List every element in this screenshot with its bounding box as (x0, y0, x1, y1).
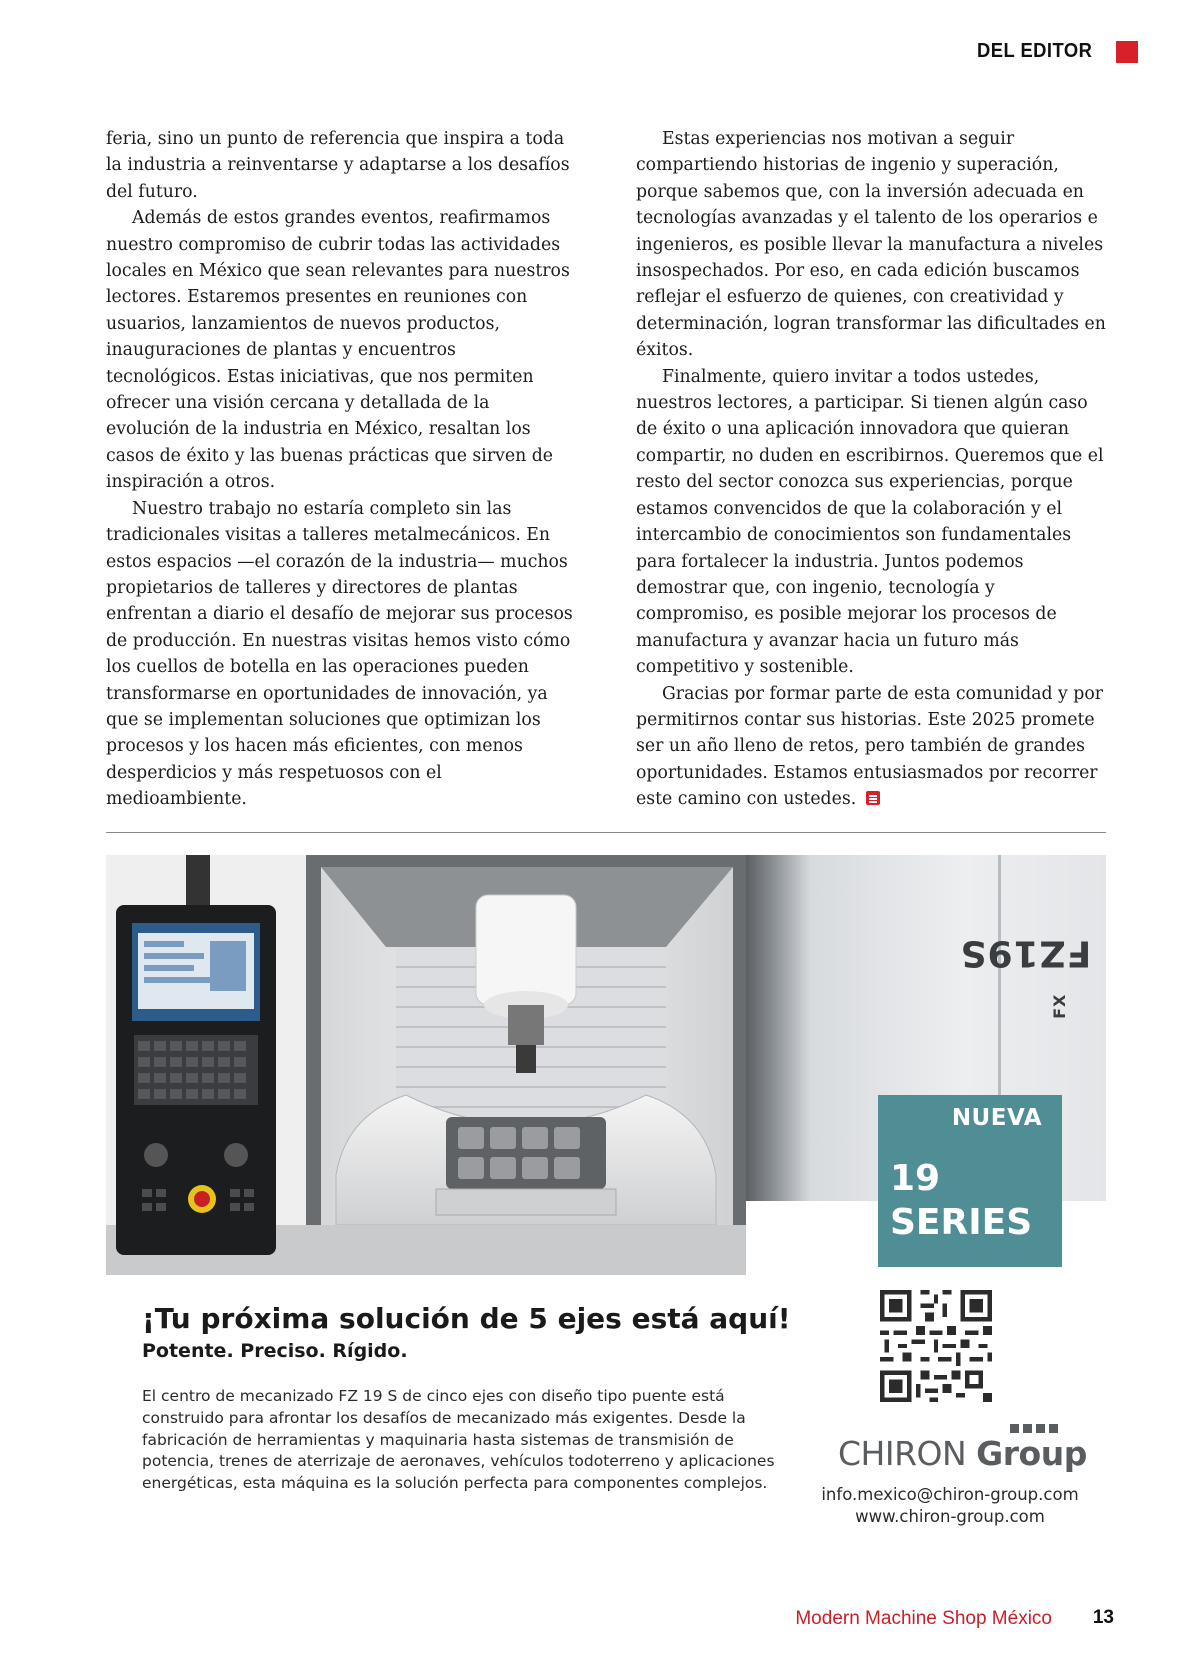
article-paragraph-last (636, 681, 1106, 813)
ad-subheadline: Potente. Preciso. Rígido. (142, 1340, 408, 1362)
section-marker-icon (1116, 41, 1138, 63)
ad-headline: ¡Tu próxima solución de 5 ejes está aquí! (142, 1302, 791, 1335)
contact-website[interactable]: www.chiron-group.com (855, 1507, 1045, 1526)
article-column-left (106, 126, 576, 813)
qr-code-icon[interactable] (880, 1290, 992, 1402)
section-header (967, 40, 1138, 63)
article-body (106, 126, 1106, 813)
article-paragraph: feria, sino un punto de referencia que inspira a toda la industria a reinventarse y adaptarse a los desafíos del futuro. (106, 129, 570, 202)
footer-publication: Modern Machine Shop México (795, 1608, 1052, 1629)
machine-model-text: FZ19S $^{FX}$ (959, 932, 1092, 1019)
machine-model-label (959, 873, 1092, 1033)
chiron-group-logo (838, 1424, 1087, 1474)
badge-new-label: NUEVA (951, 1105, 1042, 1131)
ad-body-text: El centro de mecanizado FZ 19 S de cinco ejes con diseño tipo puente está construido para afrontar los desafíos de mecanizado más exigentes. Desde la fabricación de herramientas y maquinaria hasta sistemas de transmisión de potencia, trenes de aterrizaje de aeronaves, vehículos todoterreno y aplicaciones energéticas, esta máquina es la solución perfecta para componentes complejos. (142, 1387, 775, 1493)
contact-email[interactable]: info.mexico@chiron-group.com (821, 1485, 1079, 1504)
end-of-article-icon (866, 791, 880, 805)
machine-photo (106, 855, 746, 1275)
article-paragraph-text: Gracias por formar parte de esta comunidad y por permitirnos contar sus historias. Este 2025 promete ser un año lleno de retos, pero también de grandes oportunidades. Estamos entusiasmados por recorrer este camino con ustedes. (636, 683, 1104, 810)
badge-series-label: 19 SERIES (890, 1158, 1033, 1243)
article-paragraph: Nuestro trabajo no estaría completo sin las tradicionales visitas a talleres metalmecánicos. En estos espacios —el corazón de la industria— muchos propietarios de talleres y directores de plantas enfrentan a diario el desafío de mejorar sus procesos de producción. En nuestras visitas hemos visto cómo los cuellos de botella en las operaciones pueden transformarse en oportunidades de innovación, ya que se implementan soluciones que optimizan los procesos y los hacen más eficientes, con menos desperdicios y más respetuosos con el medioambiente. (106, 498, 573, 810)
section-title: DEL EDITOR (976, 40, 1092, 62)
new-series-badge (878, 1095, 1062, 1267)
article-paragraph: Además de estos grandes eventos, reafirmamos nuestro compromiso de cubrir todas las actividades locales en México que sean relevantes para nuestros lectores. Estaremos presentes en reuniones con usuarios, lanzamientos de nuevos productos, inauguraciones de plantas y encuentros tecnológicos. Estas iniciativas, que nos permiten ofrecer una visión cercana y detallada de la evolución de la industria en México, resaltan los casos de éxito y las buenas prácticas que sirven de inspiración a otros. (106, 208, 570, 493)
article-column-right (636, 126, 1106, 813)
article-paragraph: Estas experiencias nos motivan a seguir compartiendo historias de ingenio y superación, porque sabemos que, con la inversión adecuada en tecnologías avanzadas y el talento de los operarios e ingenieros, es posible llevar la manufactura a niveles insospechados. Por eso, en cada edición buscamos reflejar el esfuerzo de quienes, con creatividad y determinación, logran transformar las dificultades en éxitos. (636, 129, 1106, 361)
ad-contact (800, 1484, 1100, 1528)
logo-wordmark: CHIRON Group (838, 1434, 1087, 1473)
logo-squares-icon (1010, 1424, 1058, 1433)
article-paragraph: Finalmente, quiero invitar a todos ustedes, nuestros lectores, a participar. Si tienen algún caso de éxito o una aplicación innovadora que quieran compartir, no duden en escribirnos. Queremos que el resto del sector conozca sus experiencias, porque estamos convencidos de que la colaboración y el intercambio de conocimientos son fundamentales para fortalecer la industria. Juntos podemos demostrar que, con ingenio, tecnología y compromiso, es posible mejorar los procesos de manufactura y avanzar hacia un futuro más competitivo y sostenible. (636, 366, 1104, 678)
section-divider (106, 832, 1106, 833)
page-number: 13 (1092, 1607, 1114, 1628)
